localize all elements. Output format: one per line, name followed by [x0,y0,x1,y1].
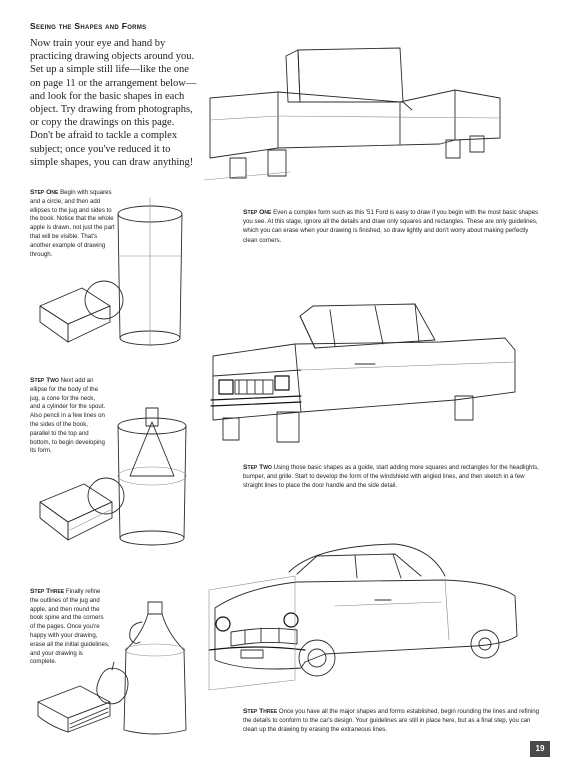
still-life-step-one-text: Begin with squares and a circle, and then add ellipses to the jug and sides to the book. Notice that the whole apple is drawn, not just the part that will be visible. That's another example of drawing through. [30,189,115,258]
still-life-step-one-label: Step One [30,189,59,196]
still-life-step-one-drawing [30,196,200,356]
car-step-two-caption [243,463,540,491]
car-step-one-label: Step One [243,209,272,216]
car-step-three-caption [243,707,540,735]
section-title: Seeing the Shapes and Forms [30,21,147,31]
car-step-two-label: Step Two [243,464,272,471]
car-step-one-text: Even a complex form such as this '51 Ford is easy to draw if you begin with the most basic shapes you see. At this stage, ignore all the details and draw only squares and rectangles. These are only guidelines, which you can erase when your drawing is finished, so draw lightly and don't worry about making perfectly clean corners. [243,209,539,244]
still-life-step-three-drawing [30,598,200,738]
still-life-step-two-label: Step Two [30,377,59,384]
car-step-three-label: Step Three [243,708,278,715]
still-life-step-three-label: Step Three [30,588,65,595]
still-life-step-three-text: Finally refine the outlines of the jug and apple, and then round the book spine and the corners of the pages. Once you're happy with your drawing, erase all the initial guidelines, and your drawing is complete. [30,588,110,666]
car-step-three-text: Once you have all the major shapes and forms established, begin rounding the lines and refining the details to conform to the car's design. Your guidelines are still in place here, but as a final step, you can clean up the drawing by erasing the extraneous lines. [243,708,540,734]
car-step-one-drawing [200,40,540,190]
still-life-step-two-drawing [30,404,200,554]
intro-paragraph: Now train your eye and hand by practicing drawing objects around you. Set up a simple still life—like the one on page 11 or the arrangement below—and look for the basic shapes in each object. Try drawing from photographs, or copy the drawings on this page. Don't be afraid to tackle a complex subject; once you've reduced it to simple shapes, you can draw anything! [30,38,197,168]
car-step-two-text: Using those basic shapes as a guide, start adding more squares and rectangles for the headlights, bumper, and grille. Start to develop the form of the windshield with angled lines, and then sketch in a few straight lines to place the door handle and the side detail. [243,464,539,490]
car-step-one-caption [243,208,540,245]
page-number: 19 [530,741,550,757]
car-step-two-drawing [205,300,540,460]
still-life-step-two-text: Next add an ellipse for the body of the jug, a cone for the neck, and a cylinder for the spout. Also pencil in a few lines on the sides of the book, parallel to the top and bottom, to begin developing its form. [30,377,106,455]
car-step-three-drawing [205,540,540,705]
